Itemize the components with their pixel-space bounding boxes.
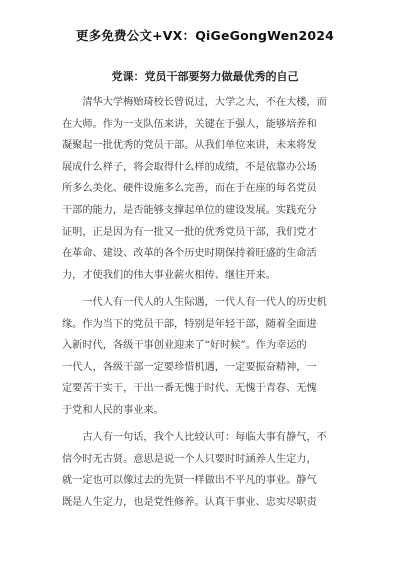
watermark-header: 更多免费公文+VX：QiGeGongWen2024	[75, 28, 335, 43]
paragraph-line: 所多么美化、硬件设施多么完善，而在于在座的每名党员	[62, 183, 317, 195]
document-title: 党课：党员干部要努力做最优秀的自己	[111, 70, 299, 83]
paragraph-line: 力，才使我们的伟大事业薪火相传、继往开来。	[62, 269, 276, 281]
paragraph-line: 清华大学梅贻琦校长曾说过，大学之大，不在大楼，而	[62, 97, 327, 108]
paragraph-line: 定要苦干实干，干出一番无愧于时代、无愧于青春、无愧	[62, 383, 317, 395]
paragraph-line: 入新时代，各级干事创业迎来了“好时候”。作为幸运的	[62, 340, 307, 352]
paragraph-line: 信今时无古贤。意思是说一个人只要时时涵养人生定力，	[62, 453, 317, 465]
paragraph-line: 证明，正是因为有一批又一批的优秀党员干部，我们党才	[62, 226, 317, 238]
paragraph-2	[62, 292, 350, 422]
paragraph-line: 就一定也可以像过去的先贤一样做出不平凡的事业。静气	[62, 475, 317, 487]
paragraph-line: 在大师。作为一支队伍来讲，关键在于强人，能够培养和	[62, 118, 317, 130]
paragraph-line: 于党和人民的事业来。	[62, 404, 164, 416]
paragraph-line: 在革命、建设、改革的各个历史时期保持着旺盛的生命活	[62, 248, 317, 260]
paragraph-3	[62, 427, 350, 513]
paragraph-line: 一代人有一代人的人生际遇，一代人有一代人的历史机	[62, 297, 327, 308]
paragraph-1	[62, 92, 350, 286]
paragraph-line: 既是人生定力，也是党性修养。认真干事业、忠实尽职责	[62, 496, 317, 508]
paragraph-line: 干部的能力，是否能够支撑起单位的建设发展。实践充分	[62, 204, 317, 216]
paragraph-line: 凝聚起一批优秀的党员干部。从我们单位来讲，未来将发	[62, 140, 317, 152]
paragraph-line: 缘。作为当下的党员干部，特别是年轻干部，随着全面进	[62, 318, 317, 330]
paragraph-line: 古人有一句话，我个人比较认可：每临大事有静气，不	[62, 432, 327, 443]
paragraph-line: 展成什么样子，将会取得什么样的成绩，不是依靠办公场	[62, 161, 317, 173]
paragraph-line: 一代人，各级干部一定要珍惜机遇，一定要振奋精神，一	[62, 361, 317, 373]
